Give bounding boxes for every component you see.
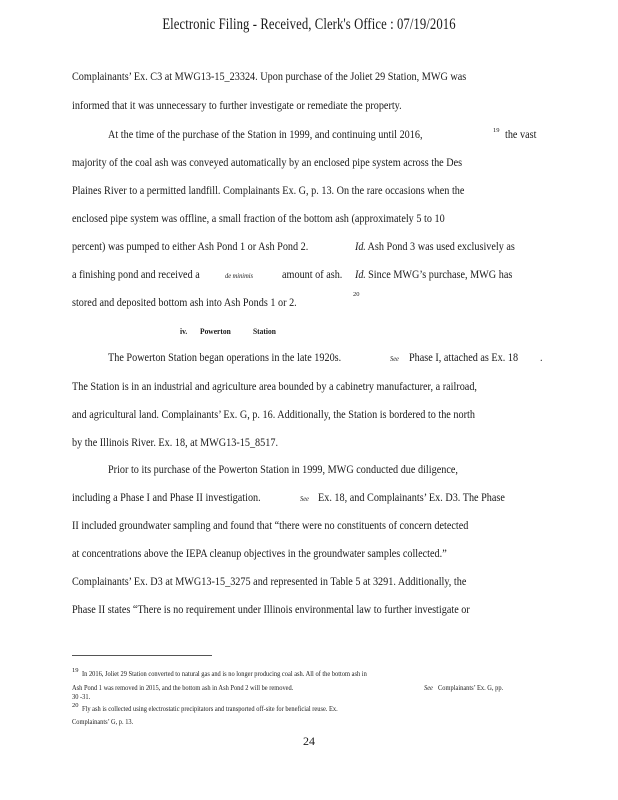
body-line: Plaines River to a permitted landfill. Complainants Ex. G, p. 13. On the rare occasions when the — [72, 184, 465, 197]
footnote-ref-19: 19 — [493, 127, 500, 134]
footnote-20-text: Complainants’ G, p. 13. — [72, 717, 134, 726]
footnote-19-text: Ash Pond 1 was removed in 2015, and the bottom ash in Ash Pond 2 will be removed. — [72, 683, 294, 692]
footnote-19-text: Complainants’ Ex. G, pp. — [438, 683, 504, 692]
footnote-ref-20: 20 — [353, 291, 360, 298]
body-line: majority of the coal ash was conveyed automatically by an enclosed pipe system across the Des — [72, 156, 463, 169]
body-line: stored and deposited bottom ash into Ash Ponds 1 or 2. — [72, 296, 297, 309]
body-line: II included groundwater sampling and found that “there were no constituents of concern detected — [72, 519, 469, 532]
body-line: at concentrations above the IEPA cleanup objectives in the groundwater samples collected.” — [72, 547, 447, 560]
id-citation: Id — [355, 240, 364, 253]
footnote-19-text: In 2016, Joliet 29 Station converted to natural gas and is no longer producing coal ash. All of the bottom ash in — [82, 669, 367, 678]
body-line: a finishing pond and received a — [72, 268, 200, 281]
body-line: The Powerton Station began operations in the late 1920s. — [108, 351, 342, 364]
section-heading-powerton: Powerton — [200, 326, 231, 336]
body-line: At the time of the purchase of the Station in 1999, and continuing until 2016, — [108, 128, 423, 141]
body-line: informed that it was unnecessary to further investigate or remediate the property. — [72, 99, 402, 112]
filing-header: Electronic Filing - Received, Clerk's Office : 07/19/2016 — [162, 16, 456, 33]
body-fragment: Phase I, attached as Ex. 18 — [409, 351, 519, 364]
body-line: by the Illinois River. Ex. 18, at MWG13-15_8517. — [72, 436, 279, 449]
footnote-20-number: 20 — [72, 702, 79, 709]
body-fragment: the vast — [505, 128, 537, 141]
footnote-19-number: 19 — [72, 667, 79, 674]
body-line: Phase II states “There is no requirement under Illinois environmental law to further investigate or — [72, 603, 470, 616]
page-number: 24 — [303, 734, 315, 748]
body-line: Prior to its purchase of the Powerton Station in 1999, MWG conducted due diligence, — [108, 463, 458, 476]
de-minimis-term: de minimis — [225, 271, 254, 280]
body-line: including a Phase I and Phase II investigation. — [72, 491, 261, 504]
section-heading-station: Station — [253, 326, 276, 336]
see-signal: See — [300, 494, 309, 503]
footnote-20-text: Fly ash is collected using electrostatic precipitators and transported off-site for beneficial reuse. Ex. — [82, 704, 338, 713]
body-line: The Station is in an industrial and agriculture area bounded by a cabinetry manufacturer, a railroad, — [72, 380, 477, 393]
body-fragment: Ex. 18, and Complainants’ Ex. D3. The Phase — [318, 491, 505, 504]
body-line: enclosed pipe system was offline, a small fraction of the bottom ash (approximately 5 to 10 — [72, 212, 445, 225]
section-heading-number: iv. — [180, 326, 188, 336]
body-line: Complainants’ Ex. C3 at MWG13-15_23324. Upon purchase of the Joliet 29 Station, MWG was — [72, 70, 467, 83]
body-line: and agricultural land. Complainants’ Ex. G, p. 16. Additionally, the Station is bordered to the north — [72, 408, 475, 421]
body-fragment: amount of ash. — [282, 268, 343, 281]
see-signal: See — [424, 683, 433, 692]
body-fragment: . Ash Pond 3 was used exclusively as — [363, 240, 515, 253]
see-signal: See — [390, 354, 399, 363]
footnote-divider — [72, 655, 212, 656]
body-fragment: . — [540, 351, 543, 364]
body-line: percent) was pumped to either Ash Pond 1 or Ash Pond 2. — [72, 240, 309, 253]
body-line: Complainants’ Ex. D3 at MWG13-15_3275 and represented in Table 5 at 3291. Additionally, the — [72, 575, 467, 588]
id-citation: Id — [355, 268, 364, 281]
body-fragment: . Since MWG’s purchase, MWG has — [363, 268, 513, 281]
footnote-19-text: 30 -31. — [72, 692, 91, 701]
